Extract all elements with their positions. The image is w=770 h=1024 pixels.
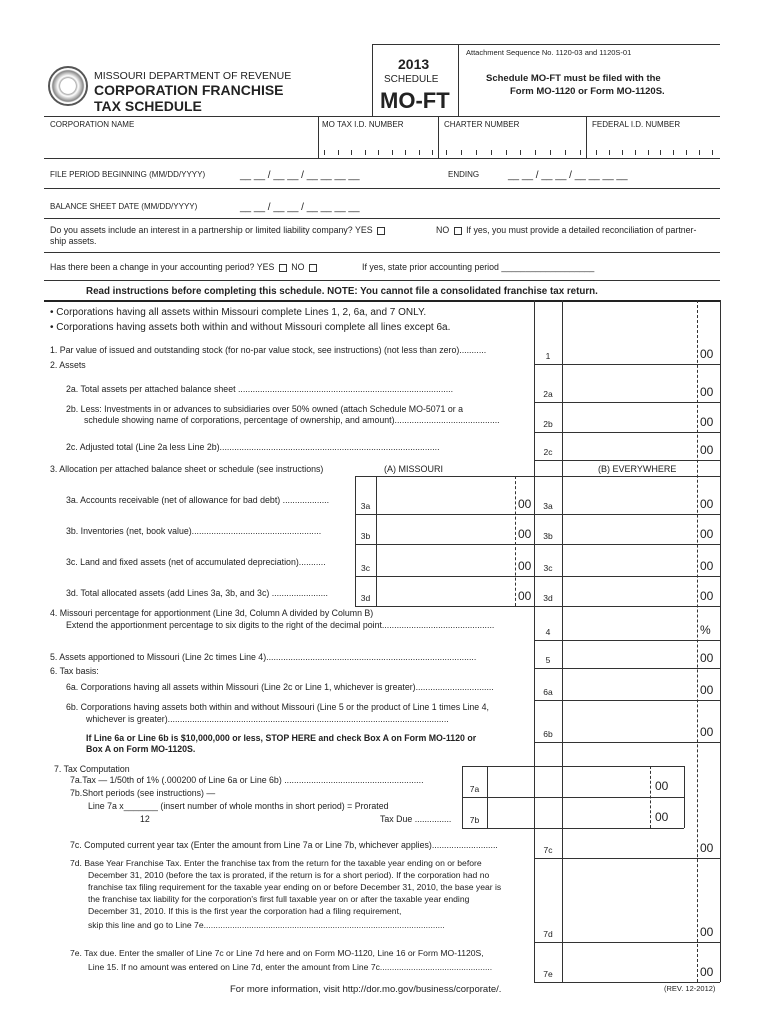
divider — [515, 476, 516, 606]
amount-input-b7e[interactable] — [564, 954, 696, 980]
line-2-text: 2. Assets — [50, 360, 86, 370]
line-7d-text5: December 31, 2010. If this is the first year the corporation had a filing requirement, — [88, 906, 402, 916]
id-digit-tick — [609, 150, 610, 155]
amount-input-b7a[interactable] — [489, 768, 649, 795]
line-number-b2c: 2c — [543, 447, 553, 457]
missouri-amount-input-b3b[interactable] — [378, 518, 513, 542]
divider — [44, 252, 720, 253]
id-digit-tick — [712, 150, 713, 155]
bullet-1: • Corporations having all assets within Missouri complete Lines 1, 2, 6a, and 7 ONLY. — [50, 307, 427, 318]
amount-input-b3a[interactable] — [564, 488, 696, 512]
amount-input-b7c[interactable] — [564, 834, 696, 856]
cents-label: 00 — [700, 527, 714, 541]
line-4-text: 4. Missouri percentage for apportionment (Line 3d, Column A divided by Column B) — [50, 608, 374, 618]
amount-input-b7b[interactable] — [489, 799, 649, 826]
divider — [720, 300, 721, 982]
tax-year: 2013 — [398, 56, 430, 72]
id-digit-tick — [506, 150, 507, 155]
divider — [44, 188, 720, 189]
id-digit-tick — [365, 150, 366, 155]
divider — [355, 576, 534, 577]
balance-date-input[interactable]: __ __ / __ __ / __ __ __ __ — [240, 202, 360, 213]
divider — [355, 476, 720, 477]
cents-label: 00 — [700, 841, 714, 855]
line-number-b2b: 2b — [543, 419, 553, 429]
cents-label: 00 — [700, 385, 714, 399]
line-number-a-b3d: 3d — [360, 593, 371, 603]
divider — [684, 766, 685, 828]
line-2c-text: 2c. Adjusted total (Line 2a less Line 2b).......................................................................................... — [66, 442, 440, 452]
divider — [372, 44, 373, 116]
line-6b-text: 6b. Corporations having assets both within and without Missouri (Line 5 or the product of Line 1 times Line 4, — [66, 702, 489, 712]
bullet-2: • Corporations having assets both within and without Missouri complete all lines except 6a. — [50, 322, 451, 333]
line-2b-text: 2b. Less: Investments in or advances to subsidiaries over 50% owned (attach Schedule MO-5071 or a — [66, 404, 464, 414]
line-1-text: 1. Par value of issued and outstanding stock (for no-par value stock, see instructions) (not less than zero)........... — [50, 345, 487, 355]
divider — [534, 668, 720, 669]
line-7c-text: 7c. Computed current year tax (Enter the amount from Line 7a or Line 7b, whichever applies)........................... — [70, 840, 498, 850]
line-3a-text: 3a. Accounts receivable (net of allowance for bad debt) ................... — [66, 495, 330, 505]
amount-input-b2c[interactable] — [564, 436, 696, 458]
line-7b-text: 7b.Short periods (see instructions) — — [70, 788, 216, 798]
line-number-b5: 5 — [545, 655, 551, 665]
federal-id-label: FEDERAL I.D. NUMBER — [592, 120, 681, 129]
id-digit-tick — [648, 150, 649, 155]
line-number-b6a: 6a — [543, 687, 553, 697]
filing-notice: Schedule MO-FT must be filed with the — [486, 73, 661, 84]
period-begin-label: FILE PERIOD BEGINNING (MM/DD/YYYY) — [50, 170, 206, 179]
cents-label: 00 — [700, 559, 714, 573]
amount-input-b6a[interactable] — [564, 676, 696, 698]
divider — [372, 44, 720, 45]
state-seal-icon — [48, 66, 88, 106]
line-7d-text3: franchise tax filing requirement for the taxable year ending on or before December 31, 2010, the base year is — [88, 882, 502, 892]
id-digit-tick — [660, 150, 661, 155]
divider — [44, 300, 720, 302]
line-number-b4: 4 — [545, 627, 551, 637]
id-digit-tick — [392, 150, 393, 155]
divider — [534, 742, 720, 743]
line-number-b3a: 3a — [543, 501, 553, 511]
line-3b-text: 3b. Inventories (net, book value)..................................................... — [66, 526, 322, 536]
id-digit-tick — [338, 150, 339, 155]
id-digit-tick — [673, 150, 674, 155]
id-digit-tick — [461, 150, 462, 155]
acct-yes-checkbox[interactable] — [279, 264, 287, 272]
divider — [44, 218, 720, 219]
cents-label: 00 — [518, 527, 532, 541]
line-number-b7a: 7a — [469, 784, 480, 794]
line-3d-text: 3d. Total allocated assets (add Lines 3a, 3b, and 3c) ....................... — [66, 588, 328, 598]
period-end-label: ENDING — [448, 170, 480, 179]
amount-input-b3b[interactable] — [564, 518, 696, 542]
id-digit-tick — [686, 150, 687, 155]
divider — [534, 432, 720, 433]
id-digit-tick — [535, 150, 536, 155]
line-7b-text2: Line 7a x_______ (insert number of whole months in short period) = Prorated — [88, 801, 389, 811]
id-digit-tick — [351, 150, 352, 155]
id-digit-tick — [596, 150, 597, 155]
id-digit-tick — [622, 150, 623, 155]
line-number-a-b3c: 3c — [361, 563, 370, 573]
cents-label: 00 — [655, 810, 669, 824]
missouri-amount-input-b3a[interactable] — [378, 488, 513, 512]
id-digit-tick — [491, 150, 492, 155]
line-number-b6b: 6b — [543, 729, 553, 739]
amount-input-b6b[interactable] — [564, 704, 696, 740]
attachment-sequence: Attachment Sequence No. 1120-03 and 1120S-01 — [466, 48, 632, 57]
id-digit-tick — [378, 150, 379, 155]
divider — [534, 460, 720, 461]
divider — [44, 280, 720, 281]
cents-label: 00 — [700, 683, 714, 697]
divider — [534, 514, 720, 515]
id-digit-tick — [635, 150, 636, 155]
divider — [534, 544, 720, 545]
line-3-text: 3. Allocation per attached balance sheet or schedule (see instructions) — [50, 464, 324, 474]
line-2b-text2: schedule showing name of corporations, percentage of ownership, and amount)........................................... — [84, 415, 500, 425]
divider — [462, 766, 684, 767]
line-5-text: 5. Assets apportioned to Missouri (Line 2c times Line 4)...................................................................................... — [50, 652, 477, 662]
divider — [534, 576, 720, 577]
line-number-b7b: 7b — [469, 815, 480, 825]
partnership-yes-checkbox[interactable] — [377, 227, 385, 235]
line-number-b7e: 7e — [543, 969, 553, 979]
filing-notice-2: Form MO-1120 or Form MO-1120S. — [510, 86, 665, 97]
divider — [586, 116, 587, 158]
line-7a-text: 7a.Tax — 1/50th of 1% (.000200 of Line 6a or Line 6b) ......................................................... — [70, 775, 424, 785]
cents-label: 00 — [700, 589, 714, 603]
footer-info: For more information, visit http://dor.mo.gov/business/corporate/. — [230, 984, 502, 995]
line-number-b2a: 2a — [543, 389, 553, 399]
cents-label: 00 — [518, 589, 532, 603]
cents-label: % — [700, 623, 711, 637]
line-number-b7d: 7d — [543, 929, 553, 939]
cents-label: 00 — [655, 779, 669, 793]
stop-note2: Box A on Form MO-1120S. — [86, 744, 196, 754]
divider — [355, 606, 534, 607]
stop-note: If Line 6a or Line 6b is $10,000,000 or less, STOP HERE and check Box A on Form MO-1120 or — [86, 733, 477, 743]
id-digit-tick — [565, 150, 566, 155]
cents-label: 00 — [700, 497, 714, 511]
cents-label: 00 — [700, 965, 714, 979]
partnership-no-checkbox[interactable] — [454, 227, 462, 235]
prior-period-input[interactable]: If yes, state prior accounting period ___________________ — [362, 262, 595, 272]
balance-date-label: BALANCE SHEET DATE (MM/DD/YYYY) — [50, 202, 198, 211]
divider — [534, 942, 720, 943]
line-number-b3c: 3c — [543, 563, 553, 573]
id-digit-tick — [699, 150, 700, 155]
instructions-note: Read instructions before completing this schedule. NOTE: You cannot file a consolidated franchise tax return. — [86, 286, 598, 297]
id-digit-tick — [324, 150, 325, 155]
period-end-input[interactable]: __ __ / __ __ / __ __ __ __ — [508, 170, 628, 181]
line-7d-text1: 7d. Base Year Franchise Tax. Enter the franchise tax from the return for the taxable year ending on or before — [70, 858, 482, 868]
id-digit-tick — [446, 150, 447, 155]
divider — [44, 116, 720, 117]
corporation-name-label: CORPORATION NAME — [50, 120, 135, 129]
divider — [355, 476, 356, 606]
accounting-period-question: Has there been a change in your accounting period? YES NO — [50, 262, 319, 272]
id-digit-tick — [520, 150, 521, 155]
divider — [376, 476, 377, 606]
column-b-header: (B) EVERYWHERE — [598, 464, 677, 474]
line-7e-text2: Line 15. If no amount was entered on Line 7d, enter the amount from Line 7c............................................... — [88, 962, 493, 972]
id-digit-tick — [419, 150, 420, 155]
line-6b-text2: whichever is greater)................................................................................................................... — [86, 714, 449, 724]
agency-name: MISSOURI DEPARTMENT OF REVENUE — [94, 70, 292, 82]
id-digit-tick — [405, 150, 406, 155]
divider — [534, 364, 720, 365]
schedule-label: SCHEDULE — [384, 74, 439, 85]
id-digit-tick — [432, 150, 433, 155]
line-7b-denominator: 12 — [140, 814, 150, 824]
line-6-text: 6. Tax basis: — [50, 666, 99, 676]
line-7d-text4: the franchise tax liability for the corporation's first full taxable year on or after the taxable year ending — [88, 894, 470, 904]
line-number-b3d: 3d — [543, 593, 553, 603]
line-number-b3b: 3b — [543, 531, 553, 541]
amount-input-b2a[interactable] — [564, 380, 696, 400]
amount-input-b2b[interactable] — [564, 406, 696, 430]
cents-label: 00 — [700, 925, 714, 939]
cents-label: 00 — [518, 559, 532, 573]
divider — [534, 858, 720, 859]
period-begin-input[interactable]: __ __ / __ __ / __ __ __ __ — [240, 170, 360, 181]
line-number-b7c: 7c — [543, 845, 553, 855]
divider — [44, 158, 720, 159]
id-digit-tick — [580, 150, 581, 155]
cents-label: 00 — [700, 443, 714, 457]
amount-input-b4[interactable] — [564, 610, 696, 638]
column-a-header: (A) MISSOURI — [384, 464, 444, 474]
form-title-line2: TAX SCHEDULE — [94, 98, 202, 114]
divider — [462, 828, 684, 829]
divider — [534, 982, 720, 983]
line-7d-text6: skip this line and go to Line 7e..................................................................................................... — [88, 920, 445, 930]
cents-label: 00 — [700, 415, 714, 429]
divider — [355, 544, 534, 545]
charter-number-label: CHARTER NUMBER — [444, 120, 520, 129]
partnership-note-cont: ship assets. — [50, 236, 97, 246]
line-4-text2: Extend the apportionment percentage to six digits to the right of the decimal point.............................................. — [66, 620, 495, 630]
partnership-question: Do you assets include an interest in a partnership or limited liability company? YES — [50, 225, 387, 235]
id-digit-tick — [550, 150, 551, 155]
line-3c-text: 3c. Land and fixed assets (net of accumulated depreciation)........... — [66, 557, 326, 567]
amount-input-b1[interactable] — [564, 340, 696, 362]
amount-input-b5[interactable] — [564, 646, 696, 666]
missouri-amount-input-b3d[interactable] — [378, 580, 513, 604]
line-2a-text: 2a. Total assets per attached balance sheet ........................................................................................ — [66, 384, 454, 394]
line-7-text: 7. Tax Computation — [54, 764, 130, 774]
form-code: MO-FT — [380, 88, 450, 113]
divider — [318, 116, 319, 158]
partnership-no: NO If yes, you must provide a detailed reconciliation of partner- — [436, 225, 697, 235]
divider — [355, 514, 534, 515]
line-7e-text1: 7e. Tax due. Enter the smaller of Line 7c or Line 7d here and on Form MO-1120, Line 16 or Form MO-1120S, — [70, 948, 484, 958]
form-title-line1: CORPORATION FRANCHISE — [94, 82, 284, 98]
missouri-amount-input-b3c[interactable] — [378, 550, 513, 574]
line-7d-text2: December 31, 2010 (before the tax is prorated, if the return is for a short period). If the corporation had no — [88, 870, 490, 880]
line-7b-taxdue: Tax Due ............... — [380, 814, 452, 824]
mo-tax-id-label: MO TAX I.D. NUMBER — [322, 120, 404, 129]
line-number-a-b3b: 3b — [360, 531, 371, 541]
line-number-a-b3a: 3a — [360, 501, 371, 511]
cents-label: 00 — [700, 651, 714, 665]
line-6a-text: 6a. Corporations having all assets within Missouri (Line 2c or Line 1, whichever is greater)................................ — [66, 682, 494, 692]
divider — [438, 116, 439, 158]
revision-label: (REV. 12-2012) — [664, 984, 716, 993]
acct-no-checkbox[interactable] — [309, 264, 317, 272]
divider — [462, 797, 684, 798]
divider — [458, 44, 459, 116]
cents-label: 00 — [700, 725, 714, 739]
id-digit-tick — [476, 150, 477, 155]
cents-label: 00 — [700, 347, 714, 361]
cents-label: 00 — [518, 497, 532, 511]
line-number-b1: 1 — [545, 351, 551, 361]
divider — [534, 640, 720, 641]
amount-input-b7d[interactable] — [564, 908, 696, 940]
divider — [534, 606, 720, 607]
divider — [534, 402, 720, 403]
amount-input-b3c[interactable] — [564, 550, 696, 574]
divider — [534, 700, 720, 701]
amount-input-b3d[interactable] — [564, 580, 696, 604]
